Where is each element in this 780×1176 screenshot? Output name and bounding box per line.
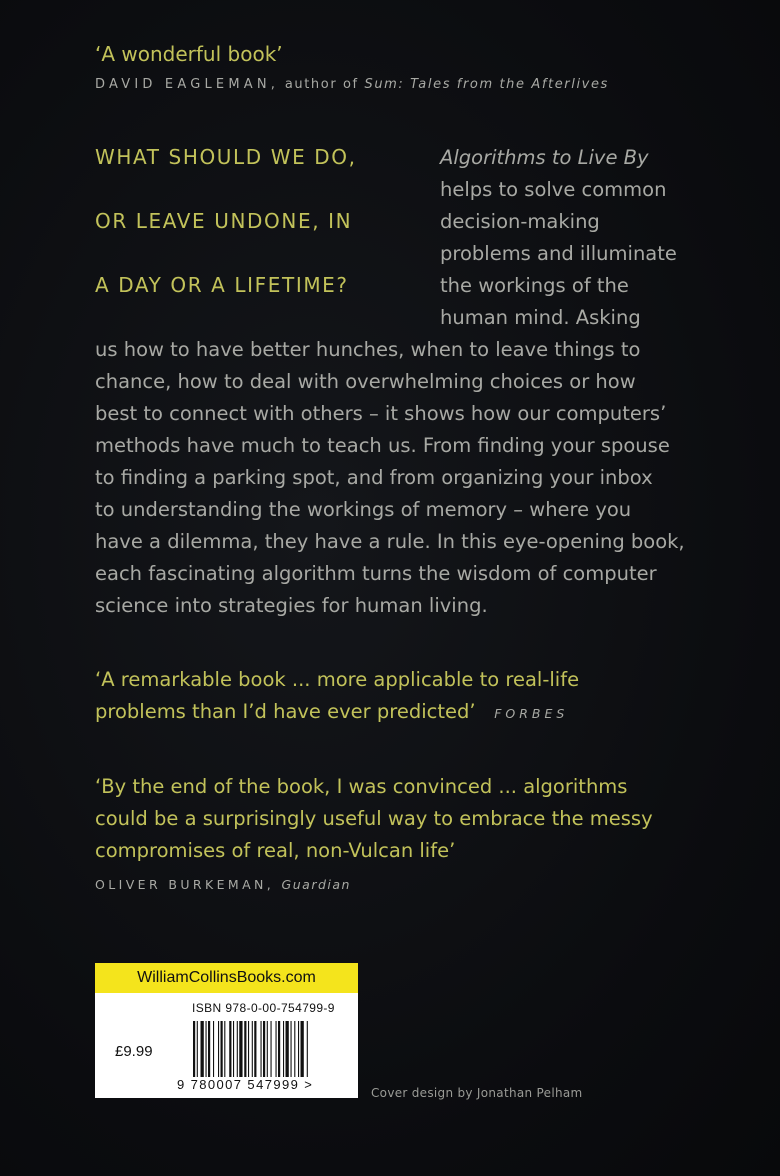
cover-design-credit: Cover design by Jonathan Pelham bbox=[371, 1086, 583, 1100]
blurb-line: helps to solve common bbox=[440, 178, 667, 201]
barcode-panel bbox=[95, 963, 358, 1098]
guardian-source: Guardian bbox=[281, 877, 351, 892]
blurb-line: the workings of the bbox=[440, 274, 629, 297]
blurb-line: have a dilemma, they have a rule. In this eye-opening book, bbox=[95, 530, 685, 553]
blurb-line: problems and illuminate bbox=[440, 242, 677, 265]
blurb-book-title: Algorithms to Live By bbox=[440, 146, 649, 169]
forbes-quote-line-1: ‘A remarkable book ... more applicable to real-life bbox=[95, 668, 580, 691]
price-label: £9.99 bbox=[115, 1043, 153, 1060]
blurb-line: human mind. Asking bbox=[440, 306, 641, 329]
blurb-line: decision-making bbox=[440, 210, 600, 233]
forbes-quote bbox=[95, 664, 579, 730]
guardian-author: OLIVER BURKEMAN, bbox=[95, 877, 275, 892]
headline-line-2: OR LEAVE UNDONE, IN bbox=[95, 209, 353, 233]
headline-line-1: WHAT SHOULD WE DO, bbox=[95, 145, 357, 169]
isbn-label: ISBN 978-0-00-754799-9 bbox=[192, 1001, 335, 1015]
blurb-line: methods have much to teach us. From finding your spouse bbox=[95, 434, 670, 457]
top-quote-author-suffix: author of bbox=[279, 77, 365, 92]
blurb-line: chance, how to deal with overwhelming choices or how bbox=[95, 370, 636, 393]
guardian-attribution bbox=[95, 877, 351, 892]
top-quote: ‘A wonderful book’ bbox=[95, 42, 283, 66]
top-quote-attribution bbox=[95, 77, 609, 92]
guardian-quote-line: could be a surprisingly useful way to embrace the messy bbox=[95, 807, 653, 830]
blurb-line: us how to have better hunches, when to leave things to bbox=[95, 338, 641, 361]
top-quote-work: Sum: Tales from the Afterlives bbox=[364, 77, 609, 92]
forbes-source: FORBES bbox=[494, 706, 569, 721]
blurb-line: to understanding the workings of memory – where you bbox=[95, 498, 632, 521]
guardian-quote bbox=[95, 771, 653, 867]
guardian-quote-line: compromises of real, non-Vulcan life’ bbox=[95, 839, 456, 862]
publisher-website: WilliamCollinsBooks.com bbox=[95, 963, 358, 993]
barcode-digits: 9 780007 547999 > bbox=[177, 1077, 314, 1092]
forbes-quote-line-2-wrap bbox=[95, 696, 579, 730]
headline-line-3: A DAY OR A LIFETIME? bbox=[95, 273, 349, 297]
blurb-line: to finding a parking spot, and from organizing your inbox bbox=[95, 466, 653, 489]
forbes-quote-line-2: problems than I’d have ever predicted’ bbox=[95, 700, 476, 723]
guardian-quote-line: ‘By the end of the book, I was convinced ... algorithms bbox=[95, 775, 628, 798]
blurb-line: science into strategies for human living. bbox=[95, 594, 488, 617]
blurb-line: best to connect with others – it shows how our computers’ bbox=[95, 402, 667, 425]
top-quote-author: DAVID EAGLEMAN, bbox=[95, 77, 280, 92]
blurb-line: each fascinating algorithm turns the wisdom of computer bbox=[95, 562, 657, 585]
